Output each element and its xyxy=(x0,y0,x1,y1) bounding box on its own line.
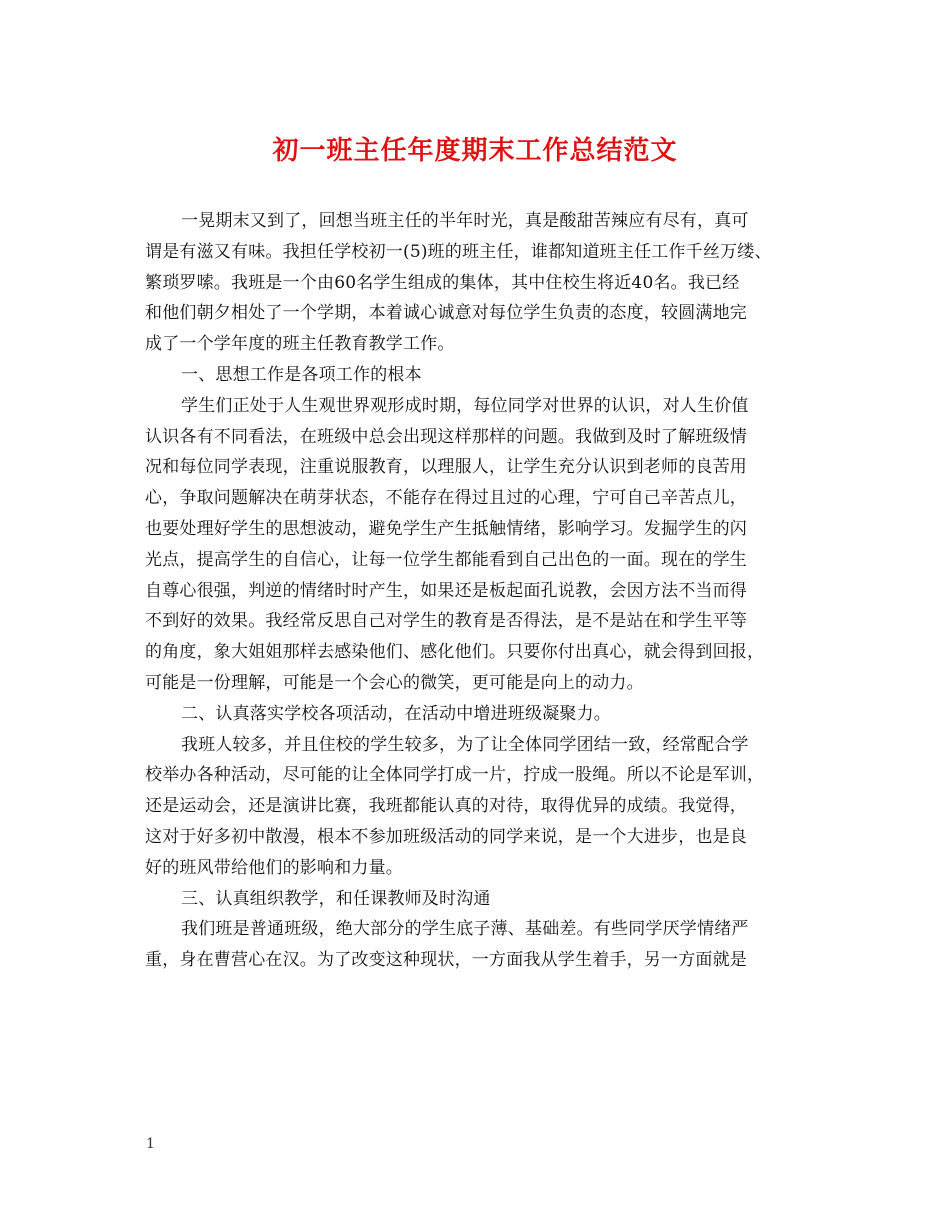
body-line: 自尊心很强，判逆的情绪时时产生，如果还是板起面孔说教，会因方法不当而得 xyxy=(145,580,747,601)
page-number: 1 xyxy=(146,1136,155,1152)
body-line: 校举办各种活动，尽可能的让全体同学打成一片，拧成一股绳。所以不论是军训， xyxy=(145,765,765,786)
body-line: 不到好的效果。我经常反思自己对学生的教育是否得法，是不是站在和学生平等 xyxy=(145,611,747,632)
body-line: 的角度，象大姐姐那样去感染他们、感化他们。只要你付出真心，就会得到回报， xyxy=(145,642,765,663)
body-line: 重，身在曹营心在汉。为了改变这种现状，一方面我从学生着手，另一方面就是 xyxy=(145,950,747,971)
body-line: 心，争取问题解决在萌芽状态，不能存在得过且过的心理，宁可自己辛苦点儿， xyxy=(145,488,747,509)
body-line: 谓是有滋又有味。我担任学校初一(5)班的班主任，谁都知道班主任工作千丝万缕、 xyxy=(145,241,772,262)
body-line: 和他们朝夕相处了一个学期，本着诚心诚意对每位学生负责的态度，较圆满地完 xyxy=(145,303,747,324)
body-line: 还是运动会，还是演讲比赛，我班都能认真的对待，取得优异的成绩。我觉得， xyxy=(145,796,747,817)
body-line: 可能是一份理解，可能是一个会心的微笑，更可能是向上的动力。 xyxy=(145,672,644,693)
body-line: 好的班风带给他们的影响和力量。 xyxy=(145,857,403,878)
body-line: 认识各有不同看法，在班级中总会出现这样那样的问题。我做到及时了解班级情 xyxy=(145,426,747,447)
document-body xyxy=(145,206,815,976)
body-line: 我班人较多，并且住校的学生较多，为了让全体同学团结一致，经常配合学 xyxy=(181,734,749,755)
body-line: 一晃期末又到了，回想当班主任的半年时光，真是酸甜苦辣应有尽有，真可 xyxy=(181,211,749,231)
body-line: 我们班是普通班级，绝大部分的学生底子薄、基础差。有些同学厌学情绪严 xyxy=(181,919,749,940)
section-heading: 一、思想工作是各项工作的根本 xyxy=(181,364,422,385)
body-line: 也要处理好学生的思想波动，避免学生产生抵触情绪，影响学习。发掘学生的闪 xyxy=(145,518,747,539)
body-line: 学生们正处于人生观世界观形成时期，每位同学对世界的认识，对人生价值 xyxy=(181,395,749,416)
body-line: 光点，提高学生的自信心，让每一位学生都能看到自己出色的一面。现在的学生 xyxy=(145,549,747,570)
section-heading: 二、认真落实学校各项活动，在活动中增进班级凝聚力。 xyxy=(181,703,611,724)
body-line: 繁琐罗嗦。我班是一个由60名学生组成的集体，其中住校生将近40名。我已经 xyxy=(145,272,740,293)
document-title: 初一班主任年度期末工作总结范文 xyxy=(272,136,678,166)
body-line: 成了一个学年度的班主任教育教学工作。 xyxy=(145,334,455,355)
body-line: 况和每位同学表现，注重说服教育，以理服人，让学生充分认识到老师的良苦用 xyxy=(145,457,747,478)
section-heading: 三、认真组织教学，和任课教师及时沟通 xyxy=(181,888,491,909)
body-line: 这对于好多初中散漫，根本不参加班级活动的同学来说，是一个大进步，也是良 xyxy=(145,826,747,847)
